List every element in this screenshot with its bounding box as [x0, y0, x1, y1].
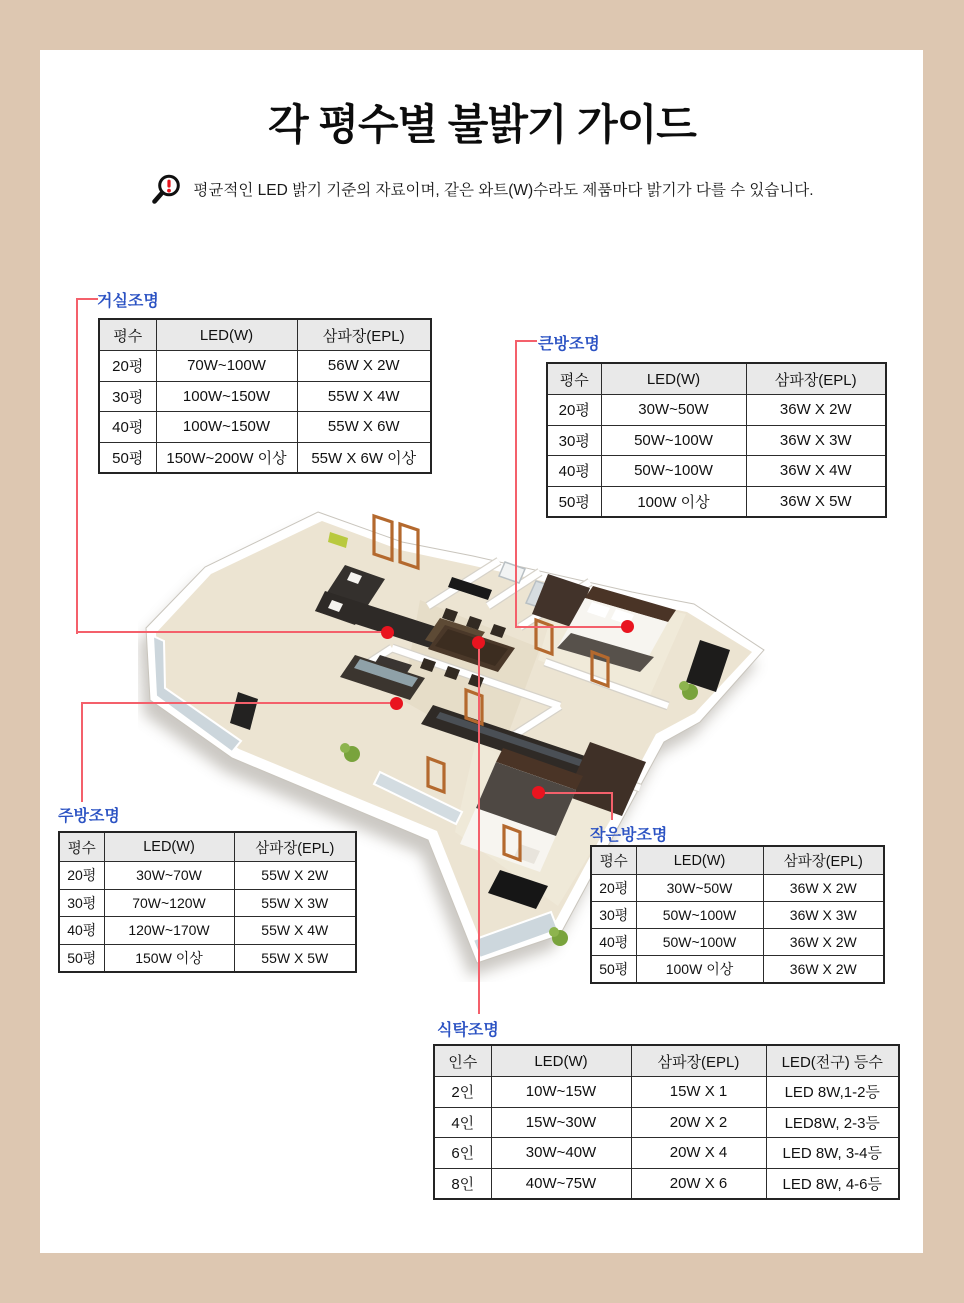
column-header: 인수: [434, 1045, 491, 1077]
column-header: LED(W): [491, 1045, 631, 1077]
bigroom-marker: [621, 620, 634, 633]
table-row: [591, 929, 884, 956]
column-header: 삼파장(EPL): [763, 846, 884, 875]
magnifier-alert-icon: [150, 172, 184, 206]
table-cell: 10W~15W: [491, 1077, 631, 1108]
table-row: [99, 381, 431, 412]
column-header: LED(W): [601, 363, 746, 395]
bigroom-connector-line: [515, 626, 625, 628]
table-cell: 6인: [434, 1138, 491, 1169]
table-cell: 50평: [59, 944, 104, 972]
table-cell: 150W 이상: [104, 944, 234, 972]
table-cell: 50평: [591, 956, 636, 984]
table-cell: 30W~50W: [636, 875, 763, 902]
smallroom-table: [590, 845, 883, 984]
table-cell: 20평: [59, 862, 104, 890]
data-table: [58, 831, 357, 973]
table-cell: 150W~200W 이상: [156, 442, 297, 473]
living-connector-line: [76, 631, 385, 633]
table-cell: 36W X 2W: [746, 395, 886, 426]
table-row: [434, 1168, 899, 1199]
table-cell: 55W X 4W: [297, 381, 431, 412]
column-header: LED(W): [104, 832, 234, 862]
table-cell: 30평: [59, 889, 104, 917]
table-cell: 8인: [434, 1168, 491, 1199]
notice-text: 평균적인 LED 밝기 기준의 자료이며, 같은 와트(W)수라도 제품마다 밝기가 다를 수 있습니다.: [193, 182, 814, 199]
table-cell: 20평: [99, 351, 156, 382]
data-table: [546, 362, 887, 518]
smallroom-connector-line: [544, 792, 613, 794]
table-cell: 55W X 6W: [297, 412, 431, 443]
table-cell: 36W X 3W: [746, 425, 886, 456]
table-cell: LED8W, 2-3등: [766, 1107, 899, 1138]
table-cell: 100W~150W: [156, 412, 297, 443]
table-cell: 36W X 5W: [746, 486, 886, 517]
kitchen-connector-line: [81, 702, 83, 802]
column-header: 삼파장(EPL): [631, 1045, 766, 1077]
kitchen-connector-line: [81, 702, 394, 704]
table-cell: 20W X 4: [631, 1138, 766, 1169]
column-header: 삼파장(EPL): [746, 363, 886, 395]
table-cell: 100W 이상: [601, 486, 746, 517]
page-title: 각 평수별 불밝기 가이드: [268, 101, 696, 148]
table-cell: 70W~100W: [156, 351, 297, 382]
table-cell: 50평: [547, 486, 601, 517]
kitchen-table: [58, 831, 355, 973]
table-row: [591, 875, 884, 902]
table-row: [59, 862, 356, 890]
column-header: 평수: [591, 846, 636, 875]
bigroom-table-label: 큰방조명: [538, 336, 600, 353]
table-row: [547, 395, 886, 426]
table-cell: LED 8W,1-2등: [766, 1077, 899, 1108]
column-header: LED(W): [156, 319, 297, 351]
table-cell: 50W~100W: [601, 456, 746, 487]
living-connector-line: [76, 298, 98, 300]
living-connector-line: [76, 298, 78, 634]
table-row: [547, 486, 886, 517]
column-header: 삼파장(EPL): [297, 319, 431, 351]
table-row: [547, 456, 886, 487]
column-header: LED(W): [636, 846, 763, 875]
table-cell: 100W~150W: [156, 381, 297, 412]
table-cell: LED 8W, 4-6등: [766, 1168, 899, 1199]
table-cell: 20평: [547, 395, 601, 426]
table-cell: 120W~170W: [104, 917, 234, 945]
table-cell: 70W~120W: [104, 889, 234, 917]
table-cell: 20W X 6: [631, 1168, 766, 1199]
smallroom-marker: [532, 786, 545, 799]
table-row: [99, 412, 431, 443]
table-cell: 55W X 3W: [234, 889, 356, 917]
data-table: [590, 845, 885, 984]
kitchen-marker: [390, 697, 403, 710]
table-cell: 50W~100W: [601, 425, 746, 456]
table-cell: LED 8W, 3-4등: [766, 1138, 899, 1169]
table-cell: 20W X 2: [631, 1107, 766, 1138]
table-row: [591, 902, 884, 929]
dining-marker: [472, 636, 485, 649]
data-table: [98, 318, 432, 474]
table-cell: 55W X 2W: [234, 862, 356, 890]
smallroom-connector-line: [611, 792, 613, 820]
table-cell: 50W~100W: [636, 929, 763, 956]
table-cell: 20평: [591, 875, 636, 902]
table-cell: 15W~30W: [491, 1107, 631, 1138]
table-row: [59, 889, 356, 917]
table-cell: 40평: [59, 917, 104, 945]
table-header-row: [547, 363, 886, 395]
data-table: [433, 1044, 900, 1200]
table-cell: 30평: [547, 425, 601, 456]
bigroom-connector-line: [515, 340, 517, 628]
living-room-marker: [381, 626, 394, 639]
table-row: [591, 956, 884, 984]
table-row: [434, 1107, 899, 1138]
table-header-row: [434, 1045, 899, 1077]
column-header: 삼파장(EPL): [234, 832, 356, 862]
kitchen-table-label: 주방조명: [58, 808, 120, 825]
table-cell: 40평: [591, 929, 636, 956]
table-cell: 30평: [591, 902, 636, 929]
table-row: [434, 1138, 899, 1169]
table-cell: 30W~70W: [104, 862, 234, 890]
table-row: [59, 917, 356, 945]
living-table: [98, 318, 430, 474]
table-cell: 36W X 2W: [763, 875, 884, 902]
table-cell: 56W X 2W: [297, 351, 431, 382]
table-cell: 36W X 2W: [763, 929, 884, 956]
table-cell: 30W~50W: [601, 395, 746, 426]
table-cell: 15W X 1: [631, 1077, 766, 1108]
table-cell: 36W X 4W: [746, 456, 886, 487]
living-table-label: 거실조명: [97, 293, 159, 310]
notice-row: [0, 172, 964, 206]
table-cell: 30평: [99, 381, 156, 412]
table-header-row: [59, 832, 356, 862]
column-header: LED(전구) 등수: [766, 1045, 899, 1077]
table-cell: 100W 이상: [636, 956, 763, 984]
table-row: [434, 1077, 899, 1108]
dining-connector-line: [478, 646, 480, 1014]
dining-table-label: 식탁조명: [437, 1022, 499, 1039]
table-header-row: [99, 319, 431, 351]
table-cell: 30W~40W: [491, 1138, 631, 1169]
table-cell: 40평: [99, 412, 156, 443]
table-cell: 40평: [547, 456, 601, 487]
column-header: 평수: [59, 832, 104, 862]
column-header: 평수: [99, 319, 156, 351]
table-row: [547, 425, 886, 456]
table-row: [99, 442, 431, 473]
table-cell: 36W X 2W: [763, 956, 884, 984]
table-cell: 50평: [99, 442, 156, 473]
table-header-row: [591, 846, 884, 875]
table-cell: 4인: [434, 1107, 491, 1138]
table-cell: 36W X 3W: [763, 902, 884, 929]
smallroom-table-label: 작은방조명: [590, 827, 668, 844]
table-cell: 55W X 5W: [234, 944, 356, 972]
table-cell: 40W~75W: [491, 1168, 631, 1199]
table-cell: 50W~100W: [636, 902, 763, 929]
table-row: [59, 944, 356, 972]
table-cell: 55W X 4W: [234, 917, 356, 945]
column-header: 평수: [547, 363, 601, 395]
table-row: [99, 351, 431, 382]
bigroom-connector-line: [515, 340, 537, 342]
table-cell: 2인: [434, 1077, 491, 1108]
table-cell: 55W X 6W 이상: [297, 442, 431, 473]
bigroom-table: [546, 362, 885, 518]
dining-table: [433, 1044, 898, 1200]
